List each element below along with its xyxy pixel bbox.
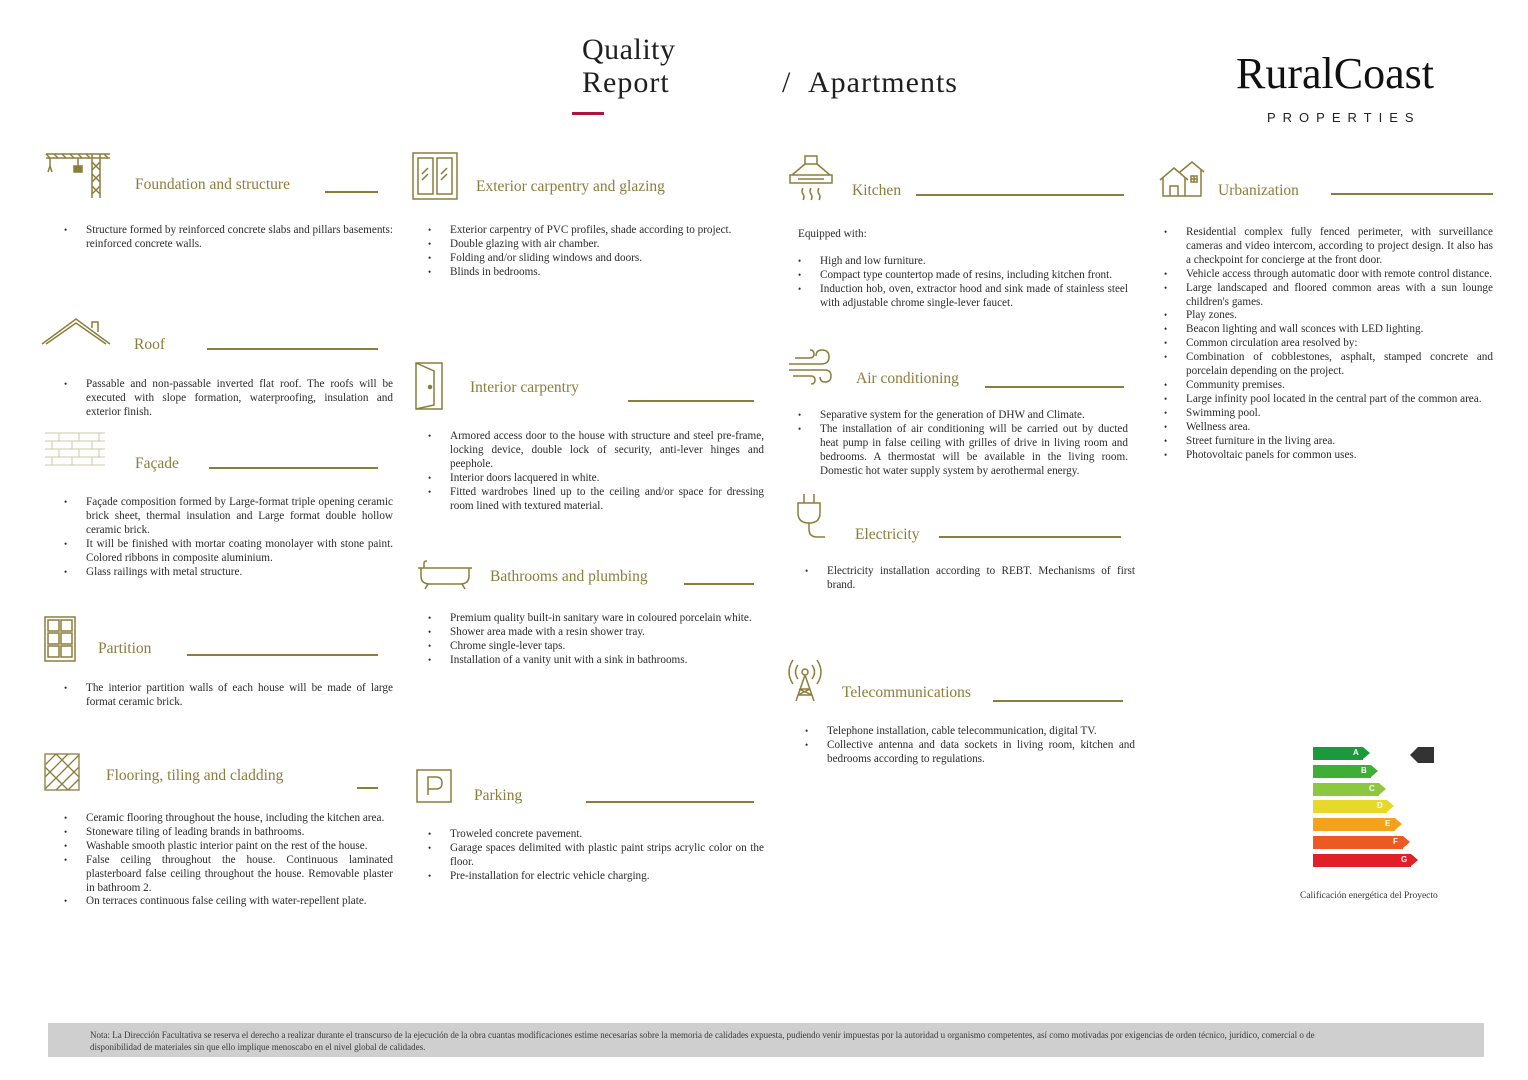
section-rule <box>325 191 378 193</box>
section-title-bathrooms: Bathrooms and plumbing <box>490 568 648 585</box>
list-item: • High and low furniture. <box>798 255 1128 269</box>
section-rule <box>985 386 1124 388</box>
section-rule <box>939 536 1121 538</box>
parking-icon <box>416 769 452 803</box>
houses-icon <box>1158 160 1206 198</box>
section-title-facade: Façade <box>135 455 179 472</box>
section-title-foundation: Foundation and structure <box>135 176 290 193</box>
energy-bar-label: E <box>1385 819 1391 829</box>
section-rule <box>628 400 754 402</box>
flooring-list <box>64 812 393 909</box>
red-accent-mark <box>590 112 604 115</box>
list-item: • Collective antenna and data sockets in living room, kitchen and bedrooms according to regulations. <box>805 739 1135 767</box>
list-item: • Electricity installation according to REBT. Mechanisms of first brand. <box>805 565 1135 593</box>
section-title-electricity: Electricity <box>855 526 920 543</box>
brand-logo-name: RuralCoast <box>1236 49 1434 98</box>
list-item: • Photovoltaic panels for common uses. <box>1164 449 1493 463</box>
kitchen-intro: Equipped with: <box>798 228 867 240</box>
electricity-list <box>805 565 1135 593</box>
antenna-icon <box>786 655 824 703</box>
list-item: • Shower area made with a resin shower tray. <box>428 626 764 640</box>
urbanization-list <box>1164 226 1493 462</box>
list-item: • Common circulation area resolved by: <box>1164 337 1493 351</box>
list-item: • Troweled concrete pavement. <box>428 828 764 842</box>
section-title-interior-carpentry: Interior carpentry <box>470 379 579 396</box>
energy-caption: Calificación energética del Proyecto <box>1300 891 1438 901</box>
list-item: • Folding and/or sliding windows and doors. <box>428 252 764 266</box>
footer-note: Nota: La Dirección Facultativa se reserva el derecho a realizar durante el transcurso de la ejecución de la obra cuantas modificaciones estime necesarias sobre la memoria de calidades expuesta, pudiendo venir impuestas por la autoridad u organismo competentes, así como motivadas por exigencias de orden técnico, jurídico, comercial o de disponibilidad de materiales sin que ello implique menoscabo en el nivel global de calidades. <box>90 1030 1315 1052</box>
list-item: • Armored access door to the house with structure and steel pre-frame, locking device, double lock of security, anti-lever hinges and peephole. <box>428 430 764 472</box>
parking-list <box>428 828 764 884</box>
energy-bar-label: F <box>1393 837 1398 846</box>
list-item: • Separative system for the generation of DHW and Climate. <box>798 409 1128 423</box>
extractor-hood-icon <box>788 155 834 201</box>
roof-icon <box>40 316 112 346</box>
list-item: • Wellness area. <box>1164 421 1493 435</box>
section-rule <box>357 787 378 789</box>
interior-carpentry-list <box>428 430 764 513</box>
list-item: • Installation of a vanity unit with a sink in bathrooms. <box>428 654 764 668</box>
list-item: • Washable smooth plastic interior paint on the rest of the house. <box>64 840 393 854</box>
section-rule <box>1331 193 1493 195</box>
roof-list <box>64 378 393 420</box>
energy-bar-label: C <box>1369 783 1375 793</box>
brand-logo-sub: PROPERTIES <box>1267 110 1421 125</box>
bathrooms-list <box>428 612 764 668</box>
list-item: • Chrome single-lever taps. <box>428 640 764 654</box>
brick-wall-icon <box>44 432 106 472</box>
partition-grid-icon <box>44 616 76 662</box>
section-rule <box>209 467 378 469</box>
list-item: • Combination of cobblestones, asphalt, stamped concrete and porcelain depending on the project. <box>1164 351 1493 379</box>
door-icon <box>414 361 444 411</box>
energy-bar-label: D <box>1377 801 1383 811</box>
plug-icon <box>795 493 825 539</box>
partition-list <box>64 682 393 710</box>
list-item: • Residential complex fully fenced perimeter, with surveillance cameras and video intercom, according to project design. It also has a checkpoint for concierge at the front door. <box>1164 226 1493 268</box>
list-item: • Beacon lighting and wall sconces with LED lighting. <box>1164 323 1493 337</box>
list-item: • Telephone installation, cable telecommunication, digital TV. <box>805 725 1135 739</box>
list-item: • Stoneware tiling of leading brands in bathrooms. <box>64 826 393 840</box>
list-item: • Passable and non-passable inverted flat roof. The roofs will be executed with slope formation, waterproofing, insulation and exterior finish. <box>64 378 393 420</box>
list-item: • Glass railings with metal structure. <box>64 566 393 580</box>
energy-rating-arrow <box>1410 747 1434 768</box>
section-title-partition: Partition <box>98 640 152 657</box>
section-rule <box>586 801 754 803</box>
title-separator: / <box>782 66 792 99</box>
list-item: • Swimming pool. <box>1164 407 1493 421</box>
list-item: • False ceiling throughout the house. Continuous laminated plasterboard false ceiling throughout the house. Removable plaster in bathroom 2. <box>64 854 393 896</box>
section-rule <box>916 194 1124 196</box>
list-item: • Double glazing with air chamber. <box>428 238 764 252</box>
list-item: • Compact type countertop made of resins, including kitchen front. <box>798 269 1128 283</box>
section-rule <box>207 348 378 350</box>
section-title-telecom: Telecommunications <box>842 684 971 701</box>
list-item: • Pre-installation for electric vehicle charging. <box>428 870 764 884</box>
title-quality: Quality <box>582 33 676 66</box>
list-item: • Structure formed by reinforced concrete slabs and pillars basements: reinforced concrete walls. <box>64 224 393 252</box>
tiles-icon <box>44 753 80 791</box>
list-item: • Fitted wardrobes lined up to the ceiling and/or space for dressing room lined with textured material. <box>428 486 764 514</box>
list-item: • Large infinity pool located in the central part of the common area. <box>1164 393 1493 407</box>
wind-icon <box>787 346 833 390</box>
section-rule <box>187 654 378 656</box>
crane-icon <box>44 152 112 200</box>
title-report: Report <box>582 66 670 99</box>
section-rule <box>993 700 1123 702</box>
list-item: • Vehicle access through automatic door with remote control distance. <box>1164 268 1493 282</box>
window-icon <box>412 152 458 200</box>
energy-bar-label: A <box>1353 748 1359 757</box>
list-item: • Induction hob, oven, extractor hood and sink made of stainless steel with adjustable chrome single-lever faucet. <box>798 283 1128 311</box>
list-item: • Exterior carpentry of PVC profiles, shade according to project. <box>428 224 764 238</box>
list-item: • Play zones. <box>1164 309 1493 323</box>
section-title-flooring: Flooring, tiling and cladding <box>106 767 284 784</box>
list-item: • The interior partition walls of each house will be made of large format ceramic brick. <box>64 682 393 710</box>
bathtub-icon <box>416 560 474 590</box>
list-item: • Premium quality built-in sanitary ware in coloured porcelain white. <box>428 612 764 626</box>
facade-list <box>64 496 393 579</box>
list-item: • Ceramic flooring throughout the house, including the kitchen area. <box>64 812 393 826</box>
energy-bar-label: G <box>1401 854 1408 864</box>
section-title-parking: Parking <box>474 787 523 804</box>
section-title-urbanization: Urbanization <box>1218 182 1299 199</box>
list-item: • Garage spaces delimited with plastic paint strips acrylic color on the floor. <box>428 842 764 870</box>
air-list <box>798 409 1128 479</box>
list-item: • Community premises. <box>1164 379 1493 393</box>
section-title-kitchen: Kitchen <box>852 182 902 199</box>
list-item: • Street furniture in the living area. <box>1164 435 1493 449</box>
list-item: • Interior doors lacquered in white. <box>428 472 764 486</box>
list-item: • Blinds in bedrooms. <box>428 266 764 280</box>
footer-note-bar <box>48 1023 1484 1057</box>
list-item: • Large landscaped and floored common areas with a sun lounge children's games. <box>1164 282 1493 310</box>
list-item: • Façade composition formed by Large-format triple opening ceramic brick sheet, thermal insulation and Large format double hollow ceramic brick. <box>64 496 393 538</box>
list-item: • On terraces continuous false ceiling with water-repellent plate. <box>64 895 393 909</box>
telecom-list <box>805 725 1135 767</box>
exterior-carpentry-list <box>428 224 764 280</box>
section-title-air: Air conditioning <box>856 370 959 387</box>
list-item: • It will be finished with mortar coating monolayer with stone paint. Colored ribbons in composite aluminium. <box>64 538 393 566</box>
kitchen-list <box>798 255 1128 311</box>
section-rule <box>684 583 754 585</box>
energy-bar-label: B <box>1361 765 1367 775</box>
list-item: • The installation of air conditioning will be carried out by ducted heat pump in false ceiling with grilles of drive in living room and bedrooms. A thermostat will be available in the living room. Domestic hot water supply system by aerothermal energy. <box>798 423 1128 479</box>
section-title-exterior-carpentry: Exterior carpentry and glazing <box>476 178 665 195</box>
title-apartments: Apartments <box>808 66 958 99</box>
foundation-list <box>64 224 393 252</box>
section-title-roof: Roof <box>134 336 165 353</box>
